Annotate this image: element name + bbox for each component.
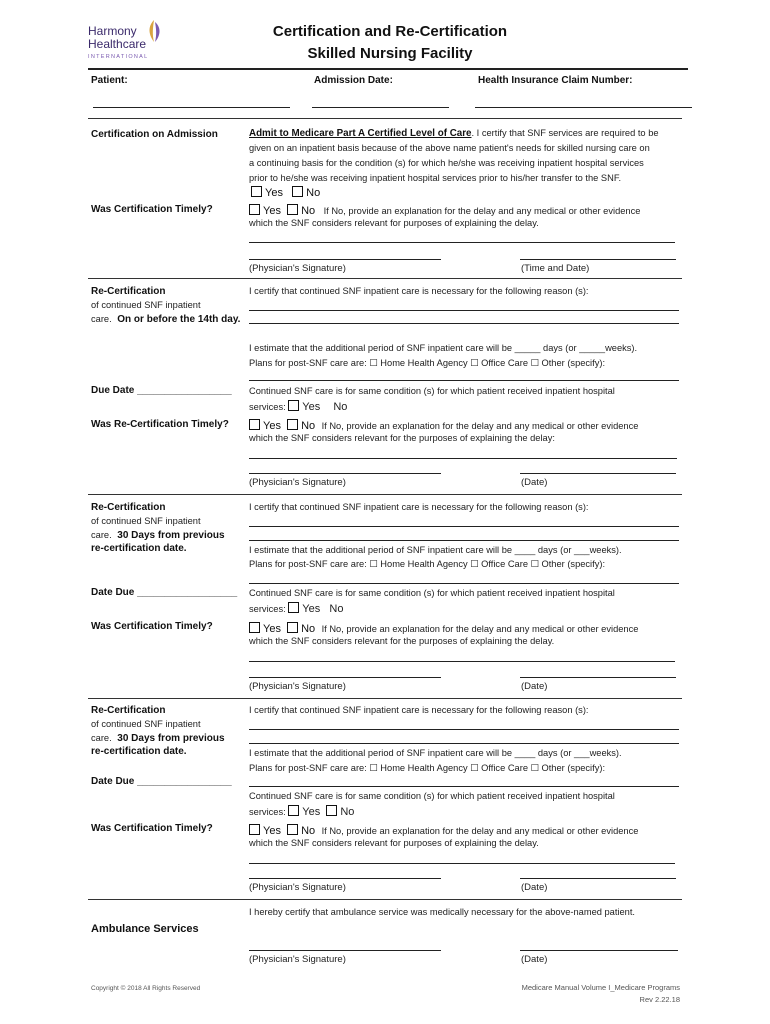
sec4-explain1: If No, provide an explanation for the delay and any medical or other evidence	[321, 826, 639, 836]
sec4-services-row	[249, 805, 354, 820]
sec1-sig-label: (Physician's Signature)	[249, 263, 346, 274]
sec1-text3: a continuing basis for the condition (s) for which he/she was receiving inpatient hospital services	[249, 158, 644, 168]
sec4-estimate: I estimate that the additional period of SNF inpatient care will be ____ days (or ___weeks).	[249, 748, 622, 758]
sec1-yes-no-1	[251, 186, 320, 199]
sec3-continued1: Continued SNF care is for same condition (s) for which patient received inpatient hospital	[249, 588, 615, 598]
sec3-date-field[interactable]	[520, 677, 676, 678]
sec2-label: Re-Certification	[91, 286, 166, 297]
sec3-reason-field-1[interactable]	[249, 526, 679, 527]
sec2-timely-yes-checkbox[interactable]	[249, 419, 260, 430]
sec3-sub3: re-certification date.	[91, 543, 187, 554]
sec1-explain-field[interactable]	[249, 242, 675, 243]
footer-rev: Rev 2.22.18	[639, 995, 680, 1004]
sec2-date-label: (Date)	[521, 477, 548, 488]
sec2-timely-yes: Yes	[263, 420, 281, 432]
sec2-sig-label: (Physician's Signature)	[249, 477, 346, 488]
page-title	[240, 21, 540, 65]
sec3-services-yes-checkbox[interactable]	[288, 602, 299, 613]
sec4-sub2: care.	[91, 733, 112, 743]
sec4-sub1: of continued SNF inpatient	[91, 719, 201, 729]
sec2-services-no-checkbox[interactable]	[326, 400, 330, 411]
sec2-plans: Plans for post-SNF care are: ☐ Home Health Agency ☐ Office Care ☐ Other (specify):	[249, 358, 606, 368]
sec3-sig-field[interactable]	[249, 677, 441, 678]
logo	[88, 18, 168, 66]
patient-field[interactable]	[93, 107, 290, 108]
logo-line2: Healthcare	[88, 37, 147, 51]
sec4-services-no: No	[340, 806, 355, 818]
claim-number-label: Health Insurance Claim Number:	[478, 75, 633, 86]
sec1-timely-no: No	[301, 205, 316, 217]
sec4-sig-label: (Physician's Signature)	[249, 882, 346, 893]
sec2-due-date[interactable]: Due Date _________________	[91, 385, 232, 396]
sec2-sub2b: On or before the 14th day.	[117, 314, 241, 325]
sec2-date-field[interactable]	[520, 473, 676, 474]
sec1-date-field[interactable]	[520, 259, 676, 260]
sec3-date-label: (Date)	[521, 681, 548, 692]
certification-on-admission-label: Certification on Admission	[91, 129, 218, 140]
sec3-timely-no: No	[301, 623, 316, 635]
sec4-date-due[interactable]: Date Due _________________	[91, 776, 232, 787]
sec3-estimate: I estimate that the additional period of SNF inpatient care will be ____ days (or ___weeks).	[249, 545, 622, 555]
sec3-timely-label: Was Certification Timely?	[91, 621, 213, 632]
sec5-sig-field[interactable]	[249, 950, 441, 951]
sec3-sub2b: 30 Days from previous	[117, 530, 225, 541]
sec1-yes-checkbox[interactable]	[251, 186, 262, 197]
sec3-sub2: care.	[91, 530, 112, 540]
divider	[88, 899, 682, 900]
sec3-timely-yes-checkbox[interactable]	[249, 622, 260, 633]
sec4-explain2: which the SNF considers relevant for purposes of explaining the delay.	[249, 838, 539, 848]
logo-line3: INTERNATIONAL	[88, 54, 149, 60]
sec2-sub2-row	[91, 312, 240, 327]
sec3-reason-field-2[interactable]	[249, 540, 679, 541]
sec1-timely-yes: Yes	[263, 205, 281, 217]
sec5-date-label: (Date)	[521, 954, 548, 965]
sec4-services: services:	[249, 807, 286, 817]
sec2-reason-field-1[interactable]	[249, 310, 679, 311]
sec2-explain1: If No, provide an explanation for the delay and any medical or other evidence	[321, 421, 639, 431]
sec3-date-due[interactable]: Date Due __________________	[91, 587, 238, 598]
sec1-text	[249, 126, 689, 186]
sec2-services-yes-checkbox[interactable]	[288, 400, 299, 411]
sec2-services: services:	[249, 402, 286, 412]
sec4-date-label: (Date)	[521, 882, 548, 893]
sec4-plans: Plans for post-SNF care are: ☐ Home Health Agency ☐ Office Care ☐ Other (specify):	[249, 763, 606, 773]
sec1-yes-label: Yes	[265, 187, 283, 199]
sec4-date-field[interactable]	[520, 878, 676, 879]
sec2-timely-no: No	[301, 420, 316, 432]
sec2-services-no: No	[333, 401, 348, 413]
sec3-services: services:	[249, 604, 286, 614]
sec1-no-label: No	[306, 187, 321, 199]
divider	[88, 278, 682, 279]
sec3-explain2: which the SNF considers relevant for the purposes of explaining the delay.	[249, 636, 555, 646]
sec2-services-yes: Yes	[302, 401, 321, 413]
sec1-timely-no-checkbox[interactable]	[287, 204, 298, 215]
sec4-explain-field[interactable]	[249, 863, 675, 864]
footer-copyright: Copyright © 2018 All Rights Reserved	[91, 985, 201, 992]
divider	[88, 698, 682, 699]
sec4-sub2-row	[91, 731, 225, 746]
sec1-text1: . I certify that SNF services are required to be	[471, 128, 659, 138]
header-rule	[88, 68, 688, 70]
title-line1: Certification and Re-Certification	[272, 23, 508, 40]
logo-mark-icon	[144, 18, 164, 44]
sec2-services-row	[249, 400, 347, 415]
sec2-plans-field[interactable]	[249, 380, 679, 381]
sec4-sub2b: 30 Days from previous	[117, 733, 225, 744]
sec4-services-yes-checkbox[interactable]	[288, 805, 299, 816]
sec3-timely-no-checkbox[interactable]	[287, 622, 298, 633]
sec3-plans: Plans for post-SNF care are: ☐ Home Health Agency ☐ Office Care ☐ Other (specify):	[249, 559, 606, 569]
sec3-sub1: of continued SNF inpatient	[91, 516, 201, 526]
sec4-plans-field[interactable]	[249, 786, 679, 787]
sec4-timely-yes: Yes	[263, 825, 281, 837]
sec3-services-no: No	[329, 603, 344, 615]
sec2-estimate: I estimate that the additional period of SNF inpatient care will be _____ days (or _____weeks).	[249, 343, 638, 353]
sec3-explain-field[interactable]	[249, 661, 675, 662]
sec4-timely-label: Was Certification Timely?	[91, 823, 213, 834]
sec1-sig-field[interactable]	[249, 259, 441, 260]
sec1-time-date-label: (Time and Date)	[521, 263, 590, 274]
ambulance-services-label: Ambulance Services	[91, 923, 199, 935]
sec1-explain2: which the SNF considers relevant for purposes of explaining the delay.	[249, 218, 539, 228]
sec1-text4: prior to he/she was receiving inpatient hospital services prior to his/her transfer to the SNF.	[249, 173, 622, 183]
sec4-continued1: Continued SNF care is for same condition (s) for which patient received inpatient hospital	[249, 791, 615, 801]
sec2-timely-no-checkbox[interactable]	[287, 419, 298, 430]
sec4-label: Re-Certification	[91, 705, 166, 716]
sec2-sub2: care.	[91, 314, 112, 324]
sec4-sig-field[interactable]	[249, 878, 441, 879]
sec3-services-yes: Yes	[302, 603, 321, 615]
sec3-label: Re-Certification	[91, 502, 166, 513]
footer-manual: Medicare Manual Volume I_Medicare Programs	[521, 983, 680, 992]
sec2-sig-field[interactable]	[249, 473, 441, 474]
sec4-timely-no: No	[301, 825, 316, 837]
sec4-sub3: re-certification date.	[91, 746, 187, 757]
admission-date-field[interactable]	[312, 107, 449, 108]
logo-line1: Harmony	[88, 24, 137, 38]
sec4-services-yes: Yes	[302, 806, 321, 818]
sec3-services-row	[249, 602, 343, 617]
sec3-certify: I certify that continued SNF inpatient care is necessary for the following reason (s):	[249, 502, 589, 512]
sec1-lead: Admit to Medicare Part A Certified Level of Care	[249, 128, 472, 139]
sec4-reason-field-2[interactable]	[249, 743, 679, 744]
sec4-timely-yes-checkbox[interactable]	[249, 824, 260, 835]
divider	[88, 494, 682, 495]
sec1-no-checkbox[interactable]	[292, 186, 303, 197]
title-line2: Skilled Nursing Facility	[307, 45, 473, 62]
sec4-certify: I certify that continued SNF inpatient care is necessary for the following reason (s):	[249, 705, 589, 715]
sec5-date-field[interactable]	[520, 950, 678, 951]
sec1-text2: given on an inpatient basis because of the above name patient's needs for skilled nursing care on	[249, 143, 650, 153]
sec3-timely-yes: Yes	[263, 623, 281, 635]
sec2-explain2: which the SNF considers relevant for the purposes of explaining the delay:	[249, 433, 555, 443]
divider	[88, 118, 682, 119]
sec4-reason-field-1[interactable]	[249, 729, 679, 730]
sec1-timely-yes-checkbox[interactable]	[249, 204, 260, 215]
sec4-services-no-checkbox[interactable]	[326, 805, 337, 816]
sec3-explain1: If No, provide an explanation for the delay and any medical or other evidence	[321, 624, 639, 634]
sec2-certify: I certify that continued SNF inpatient care is necessary for the following reason (s):	[249, 286, 589, 296]
sec2-reason-field-2[interactable]	[249, 323, 679, 324]
sec2-sub1: of continued SNF inpatient	[91, 300, 201, 310]
admission-date-label: Admission Date:	[314, 75, 393, 86]
sec1-timely-label: Was Certification Timely?	[91, 204, 213, 215]
sec2-timely-label: Was Re-Certification Timely?	[91, 419, 229, 430]
sec2-continued1: Continued SNF care is for same condition (s) for which patient received inpatient hospital	[249, 386, 615, 396]
sec5-sig-label: (Physician's Signature)	[249, 954, 346, 965]
sec3-sig-label: (Physician's Signature)	[249, 681, 346, 692]
patient-label: Patient:	[91, 75, 128, 86]
claim-number-field[interactable]	[475, 107, 692, 108]
sec5-certify: I hereby certify that ambulance service was medically necessary for the above-named patient.	[249, 907, 636, 917]
sec2-explain-field[interactable]	[249, 458, 677, 459]
sec1-explain1: If No, provide an explanation for the delay and any medical or other evidence	[323, 206, 641, 216]
sec3-sub2-row	[91, 528, 225, 543]
sec3-plans-field[interactable]	[249, 583, 679, 584]
sec4-timely-no-checkbox[interactable]	[287, 824, 298, 835]
